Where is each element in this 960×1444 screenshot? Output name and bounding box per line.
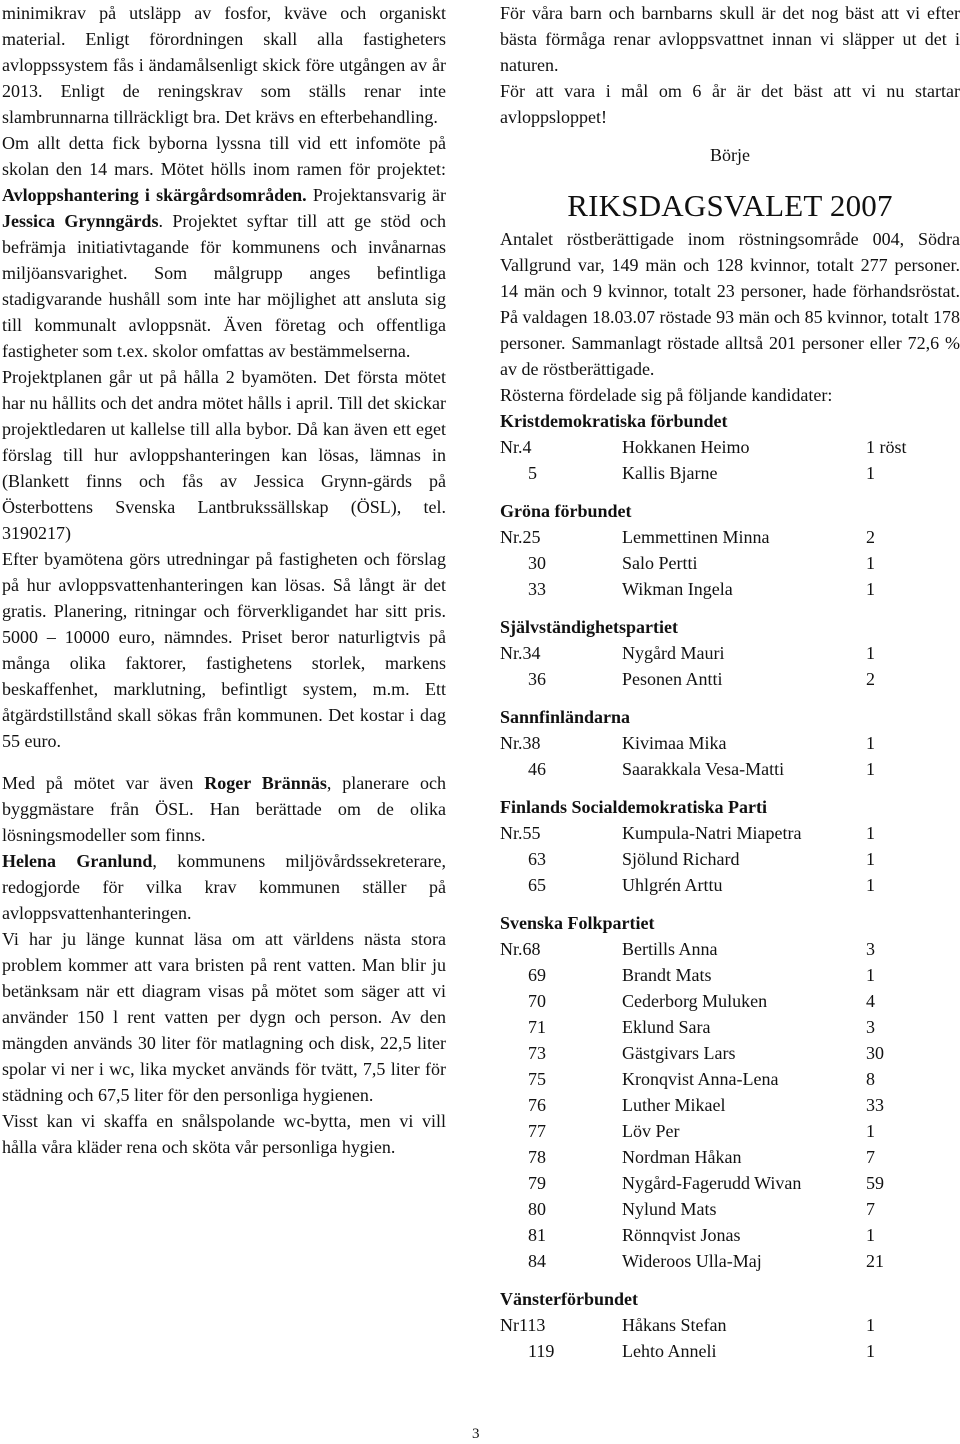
candidate-name: Wikman Ingela bbox=[622, 579, 733, 599]
infomote-text: Om allt detta fick byborna lyssna till vid ett infomöte på skolan den 14 mars. Mötet hölls inom ramen för projektet: bbox=[2, 133, 446, 179]
candidate-number: 78 bbox=[528, 1147, 546, 1167]
party-block bbox=[500, 794, 960, 898]
candidate-number: Nr.38 bbox=[500, 733, 541, 753]
candidate-votes: 2 bbox=[866, 527, 875, 547]
candidate-votes: 7 bbox=[866, 1199, 875, 1219]
intro-paragraph: minimikrav på utsläpp av fosfor, kväve och organiskt material. Enligt förordningen skall alla fastigheters avloppssystem fås i ändamålsenligt skick före utgången av år 2013. Enligt de reningskrav som ställs renar inte slambrunnarna tillräckligt bra. Det krävs en efterbehandling. bbox=[2, 3, 446, 127]
party-name: Svenska Folkpartiet bbox=[500, 913, 655, 933]
candidate-name: Eklund Sara bbox=[622, 1017, 711, 1037]
election-distribution: Rösterna fördelade sig på följande kandidater: bbox=[500, 385, 833, 405]
candidate-row bbox=[500, 1170, 960, 1196]
left-column bbox=[2, 0, 446, 1160]
candidate-votes: 59 bbox=[866, 1173, 884, 1193]
candidate-number: 46 bbox=[528, 759, 546, 779]
right-column bbox=[500, 0, 960, 1364]
helena-name: Helena Granlund bbox=[2, 851, 153, 871]
candidate-name: Sjölund Richard bbox=[622, 849, 740, 869]
helena-text: , kommunens miljövårdssekreterare, redogjorde för vilka krav kommunen ställer på avloppsvattenhanteringen. bbox=[2, 851, 446, 923]
candidate-votes: 1 bbox=[866, 965, 875, 985]
candidate-name: Löv Per bbox=[622, 1121, 680, 1141]
project-goal-text: . Projektet syftar till att ge stöd och befrämja initiativtagande för kommunens och invånarnas miljöansvarighet. Som målgrupp anges befintliga stadigvarande hushåll som inte har möjlighet att ansluta sig till kommunalt avloppsnät. Även företag och offentliga fastigheter som t.ex. skolor omfattas av bestämmelserna. bbox=[2, 211, 446, 361]
election-headline: RIKSDAGSVALET 2007 bbox=[567, 188, 893, 223]
candidate-number: 71 bbox=[528, 1017, 546, 1037]
party-name: Vänsterförbundet bbox=[500, 1289, 638, 1309]
candidate-name: Nygård-Fagerudd Wivan bbox=[622, 1173, 802, 1193]
candidate-name: Kivimaa Mika bbox=[622, 733, 727, 753]
project-name: Avloppshantering i skärgårdsområden. bbox=[2, 185, 307, 205]
candidate-votes: 1 bbox=[866, 553, 875, 573]
candidate-row bbox=[500, 872, 960, 898]
candidate-row bbox=[500, 434, 960, 460]
candidate-name: Kronqvist Anna-Lena bbox=[622, 1069, 779, 1089]
candidate-votes: 1 bbox=[866, 733, 875, 753]
candidate-votes: 1 bbox=[866, 463, 875, 483]
candidate-row bbox=[500, 846, 960, 872]
candidate-number: 73 bbox=[528, 1043, 546, 1063]
candidate-number: 5 bbox=[528, 463, 537, 483]
candidate-number: 30 bbox=[528, 553, 546, 573]
candidate-votes: 4 bbox=[866, 991, 875, 1011]
candidate-votes: 1 bbox=[866, 579, 875, 599]
candidate-number: Nr.34 bbox=[500, 643, 541, 663]
candidate-number: 75 bbox=[528, 1069, 546, 1089]
candidate-votes: 8 bbox=[866, 1069, 875, 1089]
candidate-row bbox=[500, 576, 960, 602]
utredning-paragraph: Efter byamötena görs utredningar på fastigheten och förslag på hur avloppsvattenhanteringen kan lösas. Så långt är det gratis. Planering, ritningar och förverkligandet har sitt pris. 5000 – 10000 euro, nämndes. Priset beror naturligtvis på många olika faktorer, fastighetens storlek, markens beskaffenhet, marklutning, befintligt system, m.m. Ett åtgärdstillstånd skall sökas från kommunen. Det kostar i dag 55 euro. bbox=[2, 549, 446, 751]
candidate-row bbox=[500, 962, 960, 988]
candidate-row bbox=[500, 1196, 960, 1222]
roger-name: Roger Brännäs bbox=[204, 773, 327, 793]
candidate-row bbox=[500, 524, 960, 550]
candidate-number: 81 bbox=[528, 1225, 546, 1245]
candidate-votes: 1 bbox=[866, 1315, 875, 1335]
candidate-votes: 3 bbox=[866, 1017, 875, 1037]
candidate-number: 36 bbox=[528, 669, 546, 689]
election-stats: Antalet röstberättigade inom röstningsområde 004, Södra Vallgrund var, 149 män och 128 kvinnor, totalt 277 personer. 14 män och 9 kvinnor, totalt 23 personer, hade förhandsröstat. På valdagen 18.03.07 röstade 93 män och 85 kvinnor, totalt 178 personer. Sammanlagt röstade alltså 201 personer eller 72,6 % av de röstberättigade. bbox=[500, 229, 960, 379]
candidate-row bbox=[500, 820, 960, 846]
candidate-name: Bertills Anna bbox=[622, 939, 718, 959]
candidate-row bbox=[500, 550, 960, 576]
candidate-number: Nr.55 bbox=[500, 823, 541, 843]
responsible-name: Jessica Grynngärds bbox=[2, 211, 159, 231]
candidate-name: Luther Mikael bbox=[622, 1095, 726, 1115]
candidate-number: 84 bbox=[528, 1251, 546, 1271]
party-block bbox=[500, 910, 960, 1274]
wc-paragraph: Visst kan vi skaffa en snålspolande wc-bytta, men vi vill hålla våra kläder rena och sköta vår personliga hygien. bbox=[2, 1111, 446, 1157]
candidate-number: 33 bbox=[528, 579, 546, 599]
vatten-paragraph: Vi har ju länge kunnat läsa om att världens nästa stora problem kommer att vara bristen på rent vatten. Man blir ju betänksam när ett diagram visas på mötet som säger att vi använder 150 l rent vatten per dygn och person. Av den mängden används 30 liter för matlagning och disk, 22,5 liter spolar vi ner i wc, lika mycket används för tvätt, 7,5 liter för städning och 67,5 liter för den personliga hygienen. bbox=[2, 929, 446, 1105]
candidate-row bbox=[500, 1014, 960, 1040]
candidate-votes: 1 bbox=[866, 823, 875, 843]
candidate-number: Nr113 bbox=[500, 1315, 546, 1335]
candidate-row bbox=[500, 1248, 960, 1274]
candidate-row bbox=[500, 756, 960, 782]
candidate-name: Gästgivars Lars bbox=[622, 1043, 736, 1063]
candidate-votes: 3 bbox=[866, 939, 875, 959]
candidate-name: Salo Pertti bbox=[622, 553, 698, 573]
right-intro-paragraph-2: För att vara i mål om 6 år är det bäst att vi nu startar avloppsloppet! bbox=[500, 81, 960, 127]
party-name: Självständighetspartiet bbox=[500, 617, 679, 637]
candidate-name: Saarakkala Vesa-Matti bbox=[622, 759, 785, 779]
candidate-votes: 1 bbox=[866, 1341, 875, 1361]
candidate-row bbox=[500, 730, 960, 756]
projektplan-paragraph: Projektplanen går ut på hålla 2 byamöten. Det första mötet har nu hållits och det andra mötet hålls i april. Till det skickar projektledaren ut kallelse till alla bybor. Då kan även ett eget förslag till hur avloppshanteringen kan lösas, lämnas in (Blankett finns och fås av Jessica Grynn-gärds på Österbottens Svenska Lantbrukssällskap (ÖSL), tel. 3190217) bbox=[2, 367, 446, 543]
candidate-votes: 1 bbox=[866, 1225, 875, 1245]
candidate-row bbox=[500, 666, 960, 692]
helena-paragraph bbox=[2, 848, 446, 926]
candidate-row bbox=[500, 1118, 960, 1144]
party-block bbox=[500, 408, 960, 486]
party-block bbox=[500, 1286, 960, 1364]
candidate-row bbox=[500, 1092, 960, 1118]
party-name: Gröna förbundet bbox=[500, 501, 632, 521]
signature: Börje bbox=[710, 145, 750, 165]
candidate-votes: 21 bbox=[866, 1251, 884, 1271]
candidate-name: Brandt Mats bbox=[622, 965, 712, 985]
candidate-name: Wideroos Ulla-Maj bbox=[622, 1251, 762, 1271]
candidate-name: Kallis Bjarne bbox=[622, 463, 718, 483]
party-name: Finlands Socialdemokratiska Parti bbox=[500, 797, 768, 817]
candidate-votes: 1 bbox=[866, 875, 875, 895]
roger-paragraph bbox=[2, 770, 446, 848]
candidate-number: 119 bbox=[528, 1341, 555, 1361]
candidate-name: Hokkanen Heimo bbox=[622, 437, 750, 457]
candidate-number: 65 bbox=[528, 875, 546, 895]
candidate-row bbox=[500, 640, 960, 666]
candidate-name: Pesonen Antti bbox=[622, 669, 723, 689]
candidate-name: Nordman Håkan bbox=[622, 1147, 742, 1167]
candidate-row bbox=[500, 1312, 960, 1338]
roger-text: , planerare och byggmästare från ÖSL. Han berättade om de olika lösningsmodeller som finns. bbox=[2, 773, 446, 845]
candidate-name: Cederborg Muluken bbox=[622, 991, 768, 1011]
party-block bbox=[500, 614, 960, 692]
meeting-prefix: Med på mötet var även bbox=[2, 773, 194, 793]
page-number: 3 bbox=[472, 1426, 480, 1442]
right-intro-paragraph: För våra barn och barnbarns skull är det nog bäst att vi efter bästa förmåga renar avloppsvattnet innan vi släpper ut det i naturen. bbox=[500, 3, 960, 75]
candidate-number: 76 bbox=[528, 1095, 546, 1115]
candidate-name: Håkans Stefan bbox=[622, 1315, 727, 1335]
candidate-number: 80 bbox=[528, 1199, 546, 1219]
candidate-name: Uhlgrén Arttu bbox=[622, 875, 723, 895]
candidate-number: 79 bbox=[528, 1173, 546, 1193]
candidate-row bbox=[500, 1040, 960, 1066]
candidate-number: 77 bbox=[528, 1121, 546, 1141]
candidate-votes: 33 bbox=[866, 1095, 884, 1115]
party-block bbox=[500, 498, 960, 602]
candidate-votes: 30 bbox=[866, 1043, 884, 1063]
spacer bbox=[2, 754, 446, 770]
candidate-number: 69 bbox=[528, 965, 546, 985]
candidate-name: Rönnqvist Jonas bbox=[622, 1225, 741, 1245]
candidate-number: Nr.25 bbox=[500, 527, 541, 547]
candidate-number: 70 bbox=[528, 991, 546, 1011]
candidate-votes: 1 bbox=[866, 759, 875, 779]
candidate-name: Lemmettinen Minna bbox=[622, 527, 770, 547]
candidate-row bbox=[500, 1066, 960, 1092]
candidate-name: Kumpula-Natri Miapetra bbox=[622, 823, 802, 843]
candidate-votes: 7 bbox=[866, 1147, 875, 1167]
candidate-row bbox=[500, 936, 960, 962]
candidate-row bbox=[500, 460, 960, 486]
candidate-votes: 1 bbox=[866, 1121, 875, 1141]
party-name: Sannfinländarna bbox=[500, 707, 631, 727]
responsible-prefix: Projektansvarig är bbox=[312, 185, 447, 205]
candidate-row bbox=[500, 988, 960, 1014]
candidate-votes: 1 röst bbox=[866, 437, 907, 457]
candidate-name: Nygård Mauri bbox=[622, 643, 725, 663]
candidate-number: Nr.68 bbox=[500, 939, 541, 959]
candidate-name: Lehto Anneli bbox=[622, 1341, 717, 1361]
candidate-name: Nylund Mats bbox=[622, 1199, 717, 1219]
infomote-paragraph bbox=[2, 130, 446, 364]
candidate-row bbox=[500, 1338, 960, 1364]
candidate-number: Nr.4 bbox=[500, 437, 532, 457]
party-name: Kristdemokratiska förbundet bbox=[500, 411, 728, 431]
candidate-votes: 2 bbox=[866, 669, 875, 689]
candidate-row bbox=[500, 1144, 960, 1170]
party-block bbox=[500, 704, 960, 782]
candidate-number: 63 bbox=[528, 849, 546, 869]
candidate-votes: 1 bbox=[866, 849, 875, 869]
candidate-votes: 1 bbox=[866, 643, 875, 663]
candidate-row bbox=[500, 1222, 960, 1248]
party-results bbox=[500, 408, 960, 1364]
